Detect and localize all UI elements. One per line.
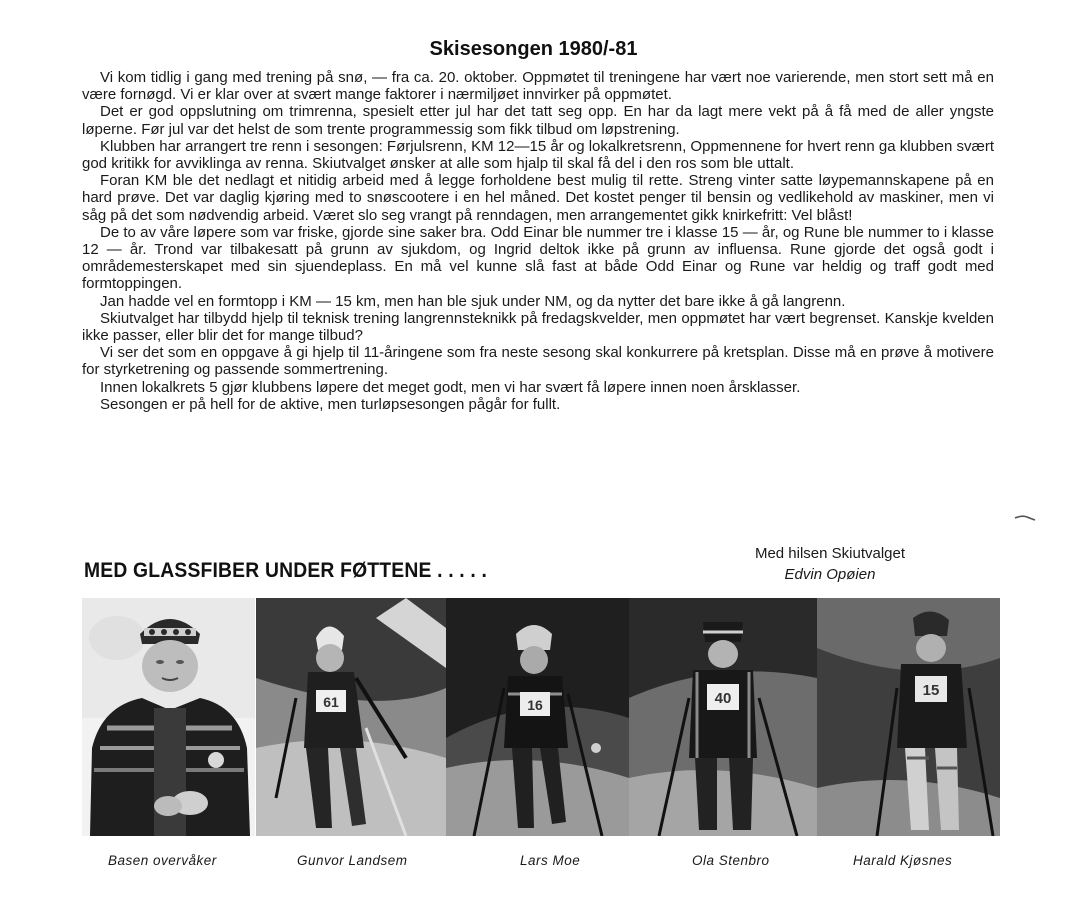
photo-skier-3 — [629, 598, 817, 836]
photo-caption: Gunvor Landsem — [297, 853, 408, 868]
article-title: Skisesongen 1980/-81 — [429, 38, 638, 60]
skier-photo-image — [817, 598, 1000, 836]
paragraph: Foran KM ble det nedlagt et nitidig arbeid med å legge forholdene best mulig til rette. Streng vinter satte løypemannskapene på en hard prøve. Det var daglig kjøring med to snøscootere i en hel måned. Det kostet penger til bensin og vedlikehold av maskiner, men vi såg på det som nødvendig arbeid. Været slo seg vrangt på renndagen, men arrangementet gikk knirkefritt: Vel blåst! — [82, 172, 994, 224]
bib-number: 16 — [527, 697, 543, 713]
greeting: Med hilsen Skiutvalget — [754, 545, 906, 562]
paragraph: Vi ser det som en oppgave å gi hjelp til 11-åringene som fra neste sesong skal konkurrere på kretsplan. Disse må en prøve å motivere for styrketrening og passende sommertrening. — [82, 344, 994, 379]
paragraph: De to av våre løpere som var friske, gjorde sine saker bra. Odd Einar ble nummer tre i klasse 15 — år, og Rune ble nummer to i klasse 12 — år. Trond var tilbakesatt på grunn av sjukdom, og Ingrid deltok ikke på grunn av influensa. Rune gjorde det også godt i områdemesterskapet med sin sjuendeplass. En må vel kunne slå fast at både Odd Einar og Rune var heldig og traff godt med formtoppingen. — [82, 223, 994, 293]
bib-number: 61 — [323, 694, 339, 710]
paragraph: Det er god oppslutning om trimrenna, spesielt etter jul har det tatt seg opp. En har da lagt mere vekt på å få med de aller yngste løperne. Før jul var det helst de som trente programmessig som fikk tilbud om løpstrening. — [82, 103, 994, 138]
paragraph: Skiutvalget har tilbydd hjelp til teknisk trening langrennsteknikk på fredagskvelder, men oppmøtet har vært begrenset. Kanskje kvelden ikke passer, eller blir det for mange tilbud? — [82, 309, 994, 345]
photo-skier-1 — [256, 598, 446, 836]
photo-caption: Lars Moe — [520, 853, 581, 868]
paragraph: Innen lokalkrets 5 gjør klubbens løpere det meget godt, men vi har svært få løpere innen noen årsklasser. — [100, 378, 801, 396]
bib-number: 15 — [922, 682, 940, 699]
photo-caption: Harald Kjøsnes — [853, 853, 953, 868]
paragraph: Vi kom tidlig i gang med trening på snø, — fra ca. 20. oktober. Oppmøtet til treningene har vært noe varierende, men stort sett må en være fornøgd. Vi er klar over at svært mange faktorer i nærmiljøet innvirker på oppmøtet. — [82, 69, 994, 104]
photo-strip — [82, 598, 1000, 836]
signer-name: Edvin Opøien — [784, 566, 876, 583]
photo-skier-2 — [446, 598, 629, 836]
paragraph: Klubben har arrangert tre renn i sesongen: Førjulsrenn, KM 12—15 år og lokalkretsrenn, Oppmennene for hvert renn ga klubben svært god kritikk for avviklinga av renna. Skiutvalget ønsker at alle som hjalp til skal få del i den ros som ble uttalt. — [82, 137, 994, 173]
skier-photo-image — [446, 598, 629, 836]
coach-photo-image — [82, 598, 255, 836]
paragraph: Sesongen er på hell for de aktive, men turløpsesongen pågår for fullt. — [100, 395, 561, 413]
section-headline: MED GLASSFIBER UNDER FØTTENE . . . . . — [84, 559, 488, 582]
photo-coach — [82, 598, 255, 836]
bib-number: 40 — [714, 690, 732, 707]
photo-caption: Ola Stenbro — [692, 853, 770, 868]
paragraph: Jan hadde vel en formtopp i KM — 15 km, men han ble sjuk under NM, og da nytter det bare ikke å gå langrenn. — [100, 292, 846, 310]
photo-skier-4 — [817, 598, 1000, 836]
signature-block — [745, 543, 915, 585]
article-body — [82, 69, 994, 413]
stray-mark — [1014, 515, 1036, 521]
photo-caption: Basen overvåker — [108, 853, 217, 868]
skier-photo-image — [629, 598, 817, 836]
skier-photo-image — [256, 598, 446, 836]
